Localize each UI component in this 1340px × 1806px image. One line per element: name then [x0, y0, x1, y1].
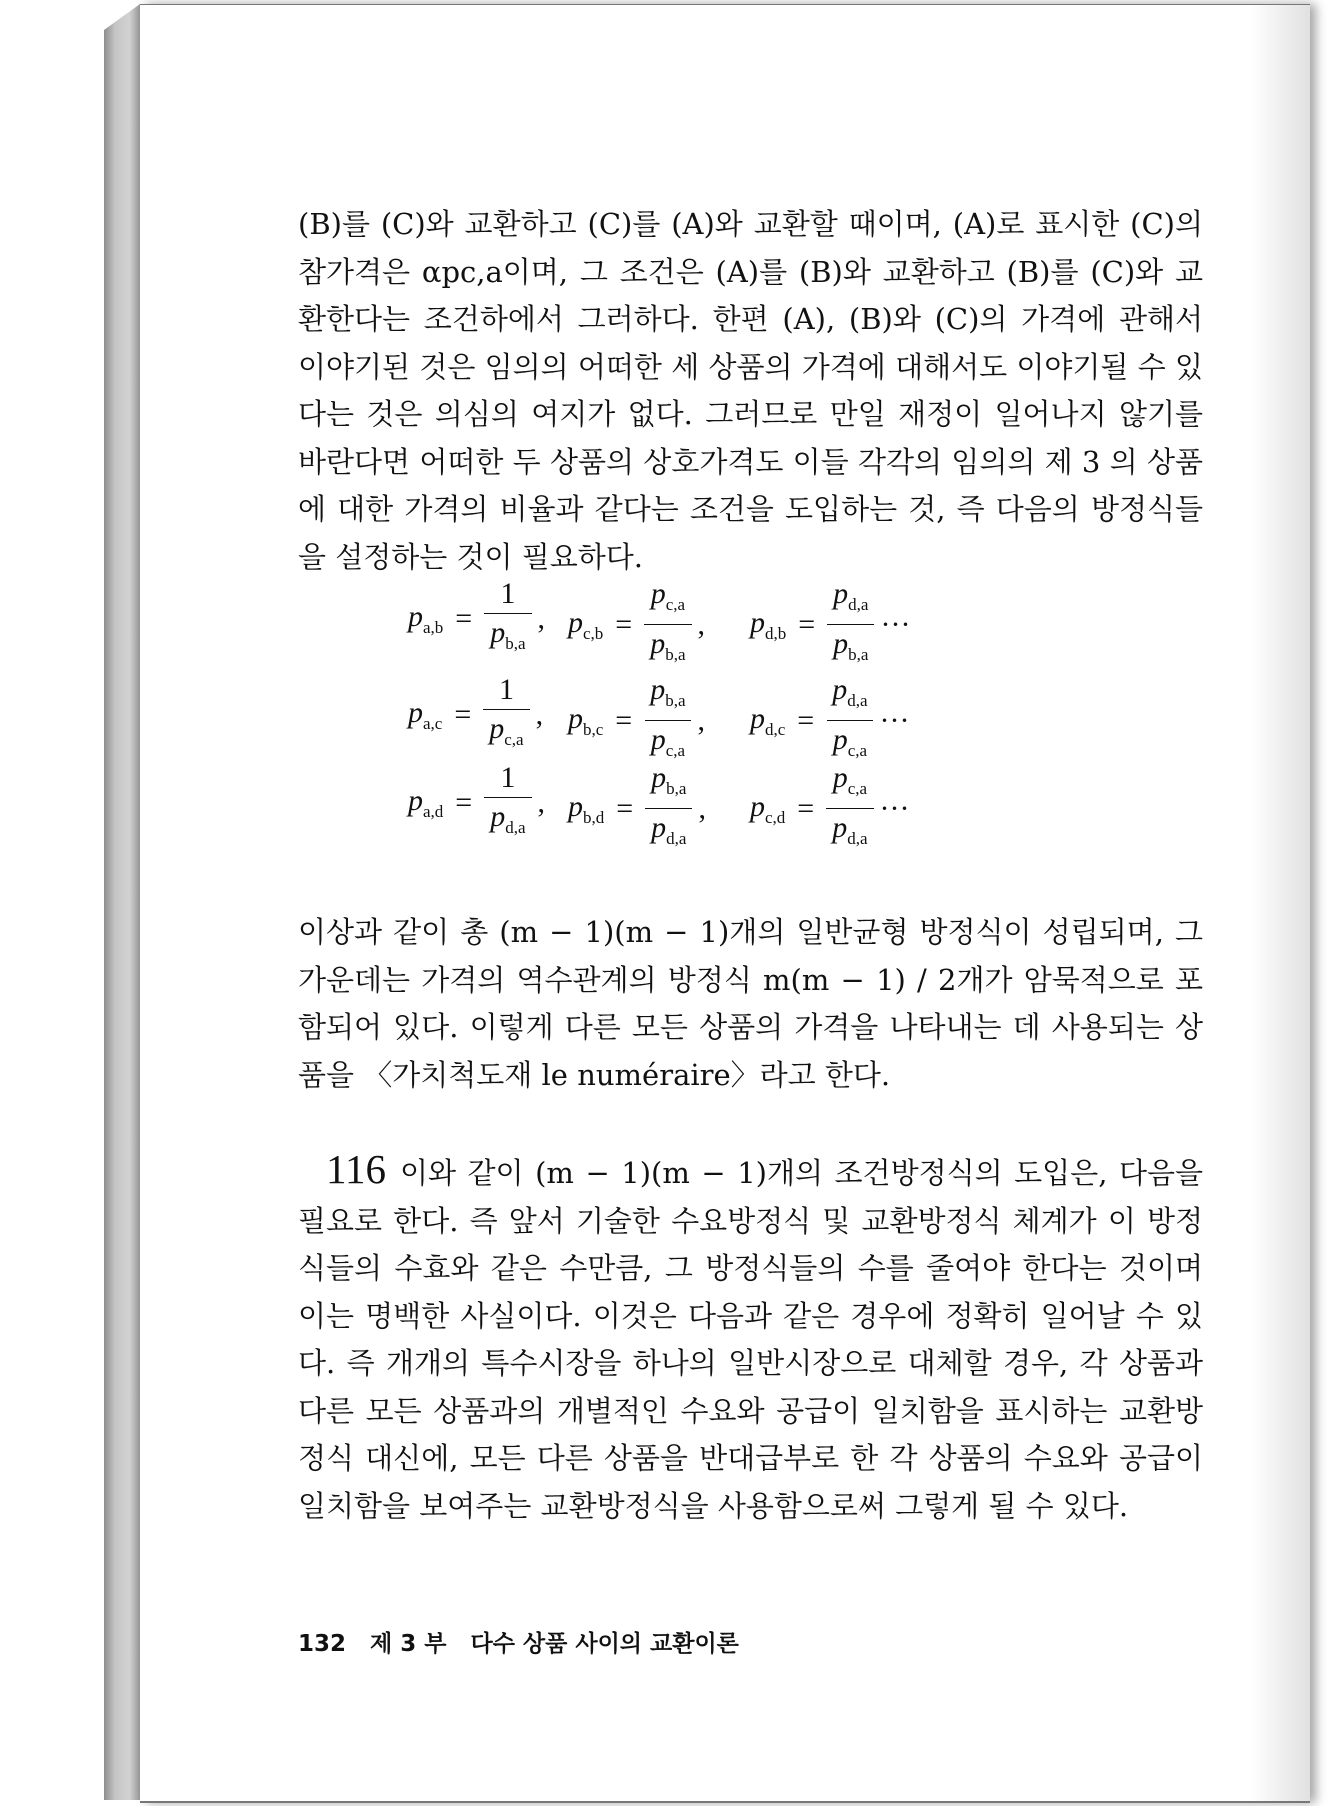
equation-lhs: $p_{d,c}$: [750, 701, 786, 739]
fraction-denominator: $p_{d,a}$: [484, 797, 531, 845]
equals-sign: =: [798, 607, 816, 641]
equation-trailing: ···: [879, 791, 910, 825]
book-page: [140, 4, 1310, 1803]
fraction-denominator: $p_{d,a}$: [645, 808, 692, 856]
denominator-subscript: d,a: [847, 829, 868, 848]
fraction: [644, 577, 691, 672]
equation: [568, 577, 705, 672]
paragraph-1: (B)를 (C)와 교환하고 (C)를 (A)와 교환할 때이며, (A)로 표시한 (C)의 참가격은 αpc,a이며, 그 조건은 (A)를 (B)와 교환하고 (B)를 (C)와 교환한다는 조건하에서 그러하다. 한편 (A), (B)와 (C)의 가격에 관해서 이야기된 것은 임의의 어떠한 세 상품의 가격에 대해서도 이야기될 수 있다는 것은 의심의 여지가 없다. 그러므로 만일 재정이 일어나지 않기를 바란다면 어떠한 두 상품의 상호가격도 이들 각각의 임의의 제 3 의 상품에 대한 가격의 비율과 같다는 조건을 도입하는 것, 즉 다음의 방정식들을 설정하는 것이 필요하다.: [298, 207, 1203, 574]
footer-section-title: 다수 상품 사이의 교환이론: [470, 1631, 739, 1657]
equation-trailing: ···: [880, 607, 911, 641]
denominator-subscript: b,a: [848, 645, 869, 664]
equation-lhs-subscript: a,c: [423, 714, 443, 733]
page-footer: [298, 1625, 739, 1658]
fraction-numerator: $p_{d,a}$: [832, 673, 868, 710]
equation-lhs-subscript: c,b: [583, 623, 604, 643]
fraction: [826, 761, 873, 856]
equation-lhs-subscript: d,b: [765, 623, 787, 643]
fraction-numerator: $p_{d,a}$: [833, 577, 869, 614]
fraction-denominator: $p_{c,a}$: [827, 720, 873, 768]
fraction-denominator: $p_{c,a}$: [483, 709, 529, 757]
equation: [750, 577, 910, 672]
equals-sign: =: [455, 602, 473, 635]
paragraph-3-text: 이와 같이 (m − 1)(m − 1)개의 조건방정식의 도입은, 다음을 필요로 한다. 즉 앞서 기술한 수요방정식 및 교환방정식 체계가 이 방정식들의 수효와 같은 수만큼, 그 방정식들의 수를 줄여야 한다는 것이며 이는 명백한 사실이다. 이것은 다음과 같은 경우에 정확히 일어날 수 있다. 즉 개개의 특수시장을 하나의 일반시장으로 대체할 경우, 각 상품과 다른 모든 상품과의 개별적인 수요와 공급이 일치함을 표시하는 교환방정식 대신에, 모든 다른 상품을 반대급부로 한 각 상품의 수요와 공급이 일치함을 보여주는 교환방정식을 사용함으로써 그렇게 될 수 있다.: [298, 1156, 1203, 1523]
fraction-denominator: $p_{d,a}$: [826, 808, 873, 856]
equation-lhs: $p_{a,c}$: [408, 696, 443, 733]
equation-trailing: ···: [879, 703, 910, 737]
fraction-numerator: 1: [500, 577, 516, 610]
denominator-subscript: c,a: [665, 741, 686, 760]
equation: [408, 673, 543, 757]
fraction-numerator: $p_{c,a}$: [650, 577, 686, 614]
equals-sign: =: [455, 786, 473, 819]
equation-lhs: $p_{a,d}$: [408, 784, 444, 821]
equation-lhs-subscript: c,d: [765, 807, 786, 827]
equation-trailing: ,: [535, 698, 544, 731]
denominator-subscript: c,a: [504, 730, 524, 749]
equation-lhs: $p_{a,b}$: [408, 600, 444, 637]
denominator-subscript: c,a: [847, 741, 868, 760]
equation-lhs-subscript: a,b: [423, 618, 444, 637]
numerator-subscript: b,a: [665, 691, 686, 710]
equals-sign: =: [797, 703, 815, 737]
fraction-numerator: 1: [498, 673, 514, 706]
page-edge-shadow: [1250, 5, 1310, 1801]
fraction-numerator: $p_{b,a}$: [651, 761, 687, 798]
fraction: [483, 673, 529, 757]
fraction: [484, 577, 531, 661]
denominator-subscript: d,a: [505, 818, 526, 837]
equation-trailing: ,: [537, 786, 546, 819]
equation: [568, 761, 706, 856]
denominator-subscript: d,a: [666, 829, 687, 848]
equation-lhs-subscript: b,c: [583, 719, 604, 739]
equation-lhs-subscript: a,d: [423, 802, 444, 821]
equation-lhs: $p_{b,c}$: [568, 701, 604, 739]
denominator-subscript: b,a: [505, 634, 526, 653]
equation: [750, 761, 910, 856]
equation-lhs: $p_{d,b}$: [750, 605, 787, 643]
fraction-denominator: $p_{c,a}$: [645, 720, 691, 768]
fraction: [827, 577, 874, 672]
equals-sign: =: [615, 607, 633, 641]
paragraph-3: [298, 1146, 1203, 1530]
equation: [568, 673, 705, 768]
fraction: [826, 673, 873, 768]
equation: [750, 673, 910, 768]
fraction: [484, 761, 531, 845]
numerator-subscript: d,a: [848, 595, 869, 614]
fraction-numerator: 1: [500, 761, 516, 794]
equals-sign: =: [454, 698, 472, 731]
page-number: 132: [298, 1631, 347, 1657]
equals-sign: =: [616, 791, 634, 825]
fraction-numerator: $p_{c,a}$: [832, 761, 868, 798]
equation-lhs: $p_{c,b}$: [568, 605, 604, 643]
equation-lhs-subscript: b,d: [583, 807, 605, 827]
book-spine-edge: [104, 4, 140, 1800]
fraction-denominator: $p_{b,a}$: [644, 624, 691, 672]
equation-trailing: ,: [697, 703, 706, 737]
equation-trailing: ,: [697, 607, 706, 641]
paragraph-2: 이상과 같이 총 (m − 1)(m − 1)개의 일반균형 방정식이 성립되며, 그 가운데는 가격의 역수관계의 방정식 m(m − 1) / 2개가 암묵적으로 포함되어 있다. 이렇게 다른 모든 상품의 가격을 나타내는 데 사용되는 상품을 〈가치척도재 le numéraire〉라고 한다.: [298, 915, 1203, 1092]
numerator-subscript: b,a: [666, 779, 687, 798]
equals-sign: =: [797, 791, 815, 825]
equation-lhs: $p_{b,d}$: [568, 789, 605, 827]
numerator-subscript: c,a: [665, 595, 686, 614]
fraction: [645, 761, 692, 856]
fraction-denominator: $p_{b,a}$: [827, 624, 874, 672]
equation: [408, 761, 545, 845]
fraction-denominator: $p_{b,a}$: [484, 613, 531, 661]
equation-lhs-subscript: d,c: [765, 719, 786, 739]
equals-sign: =: [615, 703, 633, 737]
numerator-subscript: d,a: [847, 691, 868, 710]
fraction: [644, 673, 691, 768]
equation-trailing: ,: [698, 791, 706, 825]
numerator-subscript: c,a: [847, 779, 868, 798]
footer-part: 제 3 부: [370, 1631, 447, 1657]
equation: [408, 577, 545, 661]
equation-trailing: ,: [537, 602, 546, 635]
equation-lhs: $p_{c,d}$: [750, 789, 786, 827]
denominator-subscript: b,a: [665, 645, 686, 664]
paragraph-number: 116: [326, 1146, 386, 1192]
fraction-numerator: $p_{b,a}$: [650, 673, 686, 710]
